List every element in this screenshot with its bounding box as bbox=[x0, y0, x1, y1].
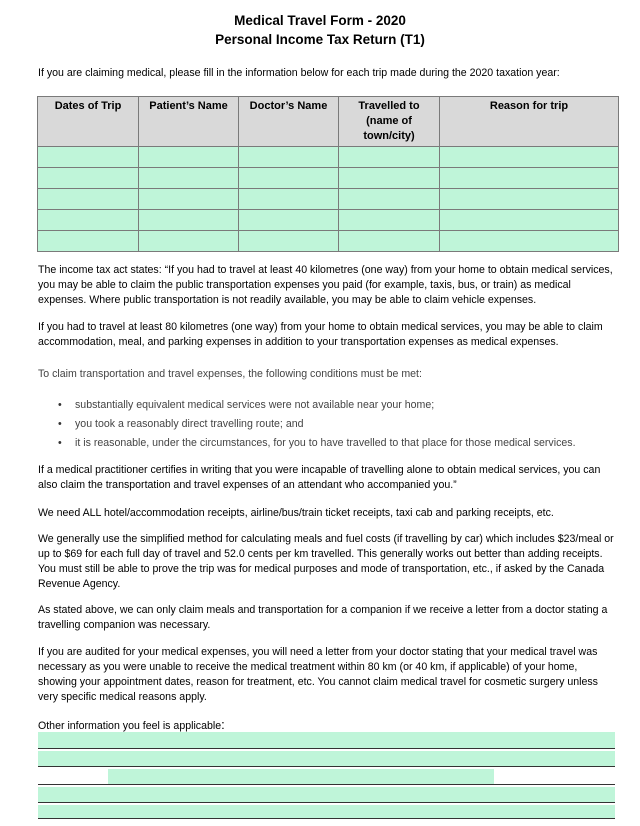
underline bbox=[38, 802, 615, 803]
patient-name-cell[interactable] bbox=[139, 168, 239, 189]
travelled-to-cell[interactable] bbox=[339, 210, 440, 231]
condition-text: substantially equivalent medical services were not available near your home; bbox=[75, 399, 435, 411]
other-info-line-3[interactable] bbox=[108, 769, 494, 785]
conditions-list bbox=[38, 397, 576, 454]
travelled-to-cell[interactable] bbox=[339, 231, 440, 252]
condition-text: it is reasonable, under the circumstances, for you to have travelled to that place for those medical services. bbox=[75, 437, 576, 449]
receipts-paragraph: We need ALL hotel/accommodation receipts, airline/bus/train ticket receipts, taxi cab and parking receipts, etc. bbox=[38, 507, 554, 519]
patient-name-cell[interactable] bbox=[139, 210, 239, 231]
col-doctor-name: Doctor’s Name bbox=[239, 97, 339, 147]
conditions-intro: To claim transportation and travel expenses, the following conditions must be met: bbox=[38, 368, 422, 380]
doctor-name-cell[interactable] bbox=[239, 231, 339, 252]
list-item bbox=[38, 435, 576, 454]
table-row bbox=[38, 210, 619, 231]
trip-table-header-row bbox=[38, 97, 619, 147]
doctor-name-cell[interactable] bbox=[239, 168, 339, 189]
reason-for-trip-cell[interactable] bbox=[440, 189, 619, 210]
doctor-name-cell[interactable] bbox=[239, 147, 339, 168]
condition-text: you took a reasonably direct travelling route; and bbox=[75, 418, 304, 430]
audit-paragraph: If you are audited for your medical expenses, you will need a letter from your doctor stating that your medical travel was necessary as you were unable to receive the medical treatment within 80 km (or 40 km, if applicable) of your home, showing your appointment dates, reason for treatment, etc. You cannot claim medical travel for cosmetic surgery unless very specific medical reasons apply. bbox=[38, 646, 598, 703]
travelled-to-cell[interactable] bbox=[339, 147, 440, 168]
table-row bbox=[38, 231, 619, 252]
col-patient-name: Patient’s Name bbox=[139, 97, 239, 147]
table-row bbox=[38, 189, 619, 210]
patient-name-cell[interactable] bbox=[139, 147, 239, 168]
table-row bbox=[38, 168, 619, 189]
other-info-label-text: Other information you feel is applicable bbox=[38, 720, 222, 732]
form-title: Medical Travel Form - 2020 bbox=[234, 13, 406, 28]
dates-of-trip-cell[interactable] bbox=[38, 231, 139, 252]
travelled-to-cell[interactable] bbox=[339, 189, 440, 210]
other-info-line-4[interactable] bbox=[38, 787, 615, 803]
accommodation-paragraph: If you had to travel at least 80 kilometres (one way) from your home to obtain medical services, you may be able to claim accommodation, meal, and parking expenses in addition to your transportation expenses as medical expenses. bbox=[38, 321, 603, 348]
list-item bbox=[38, 416, 576, 435]
col-dates-of-trip: Dates of Trip bbox=[38, 97, 139, 147]
patient-name-cell[interactable] bbox=[139, 189, 239, 210]
travelled-to-cell[interactable] bbox=[339, 168, 440, 189]
underline bbox=[38, 784, 615, 785]
bullet-icon: • bbox=[58, 399, 62, 411]
intro-text: If you are claiming medical, please fill in the information below for each trip made during the 2020 taxation year: bbox=[38, 67, 560, 79]
col-travelled-to-label: Travelled to (name of town/city) bbox=[358, 100, 420, 142]
list-item bbox=[38, 397, 576, 416]
doctor-name-cell[interactable] bbox=[239, 210, 339, 231]
col-travelled-to bbox=[339, 97, 440, 147]
doctor-name-cell[interactable] bbox=[239, 189, 339, 210]
simplified-method-paragraph: We generally use the simplified method for calculating meals and fuel costs (if travelling by car) which includes $23/meal or up to $69 for each full day of travel and 52.0 cents per km travelled. This generally works out better than adding receipts. You must still be able to prove the trip was for medical purposes and mode of transportation, etc., if asked by the Canada Revenue Agency. bbox=[38, 533, 614, 590]
reason-for-trip-cell[interactable] bbox=[440, 210, 619, 231]
bullet-icon: • bbox=[58, 418, 62, 430]
table-row bbox=[38, 147, 619, 168]
dates-of-trip-cell[interactable] bbox=[38, 189, 139, 210]
underline bbox=[38, 766, 615, 767]
other-info-colon: : bbox=[221, 717, 225, 732]
reason-for-trip-cell[interactable] bbox=[440, 168, 619, 189]
patient-name-cell[interactable] bbox=[139, 231, 239, 252]
dates-of-trip-cell[interactable] bbox=[38, 210, 139, 231]
income-tax-act-paragraph: The income tax act states: “If you had to travel at least 40 kilometres (one way) from your home to obtain medical services, you may be able to claim the public transportation expenses you paid (for example, taxis, bus, or train) as medical expenses. Where public transportation is not readily available, you may be able to claim vehicle expenses. bbox=[38, 264, 613, 306]
underline bbox=[38, 748, 615, 749]
other-info-line-5[interactable] bbox=[38, 805, 615, 819]
col-reason-for-trip: Reason for trip bbox=[440, 97, 619, 147]
other-info-line-1[interactable] bbox=[38, 732, 615, 749]
reason-for-trip-cell[interactable] bbox=[440, 231, 619, 252]
attendant-paragraph: If a medical practitioner certifies in writing that you were incapable of travelling alone to obtain medical services, you can also claim the transportation and travel expenses of an attendant who accompanied you.” bbox=[38, 464, 601, 491]
trip-table bbox=[37, 96, 619, 252]
underline bbox=[38, 818, 615, 819]
form-subtitle: Personal Income Tax Return (T1) bbox=[215, 32, 425, 47]
companion-paragraph: As stated above, we can only claim meals and transportation for a companion if we receive a letter from a doctor stating a travelling companion was necessary. bbox=[38, 604, 608, 631]
dates-of-trip-cell[interactable] bbox=[38, 168, 139, 189]
dates-of-trip-cell[interactable] bbox=[38, 147, 139, 168]
other-info-line-2[interactable] bbox=[38, 751, 615, 767]
reason-for-trip-cell[interactable] bbox=[440, 147, 619, 168]
bullet-icon: • bbox=[58, 437, 62, 449]
